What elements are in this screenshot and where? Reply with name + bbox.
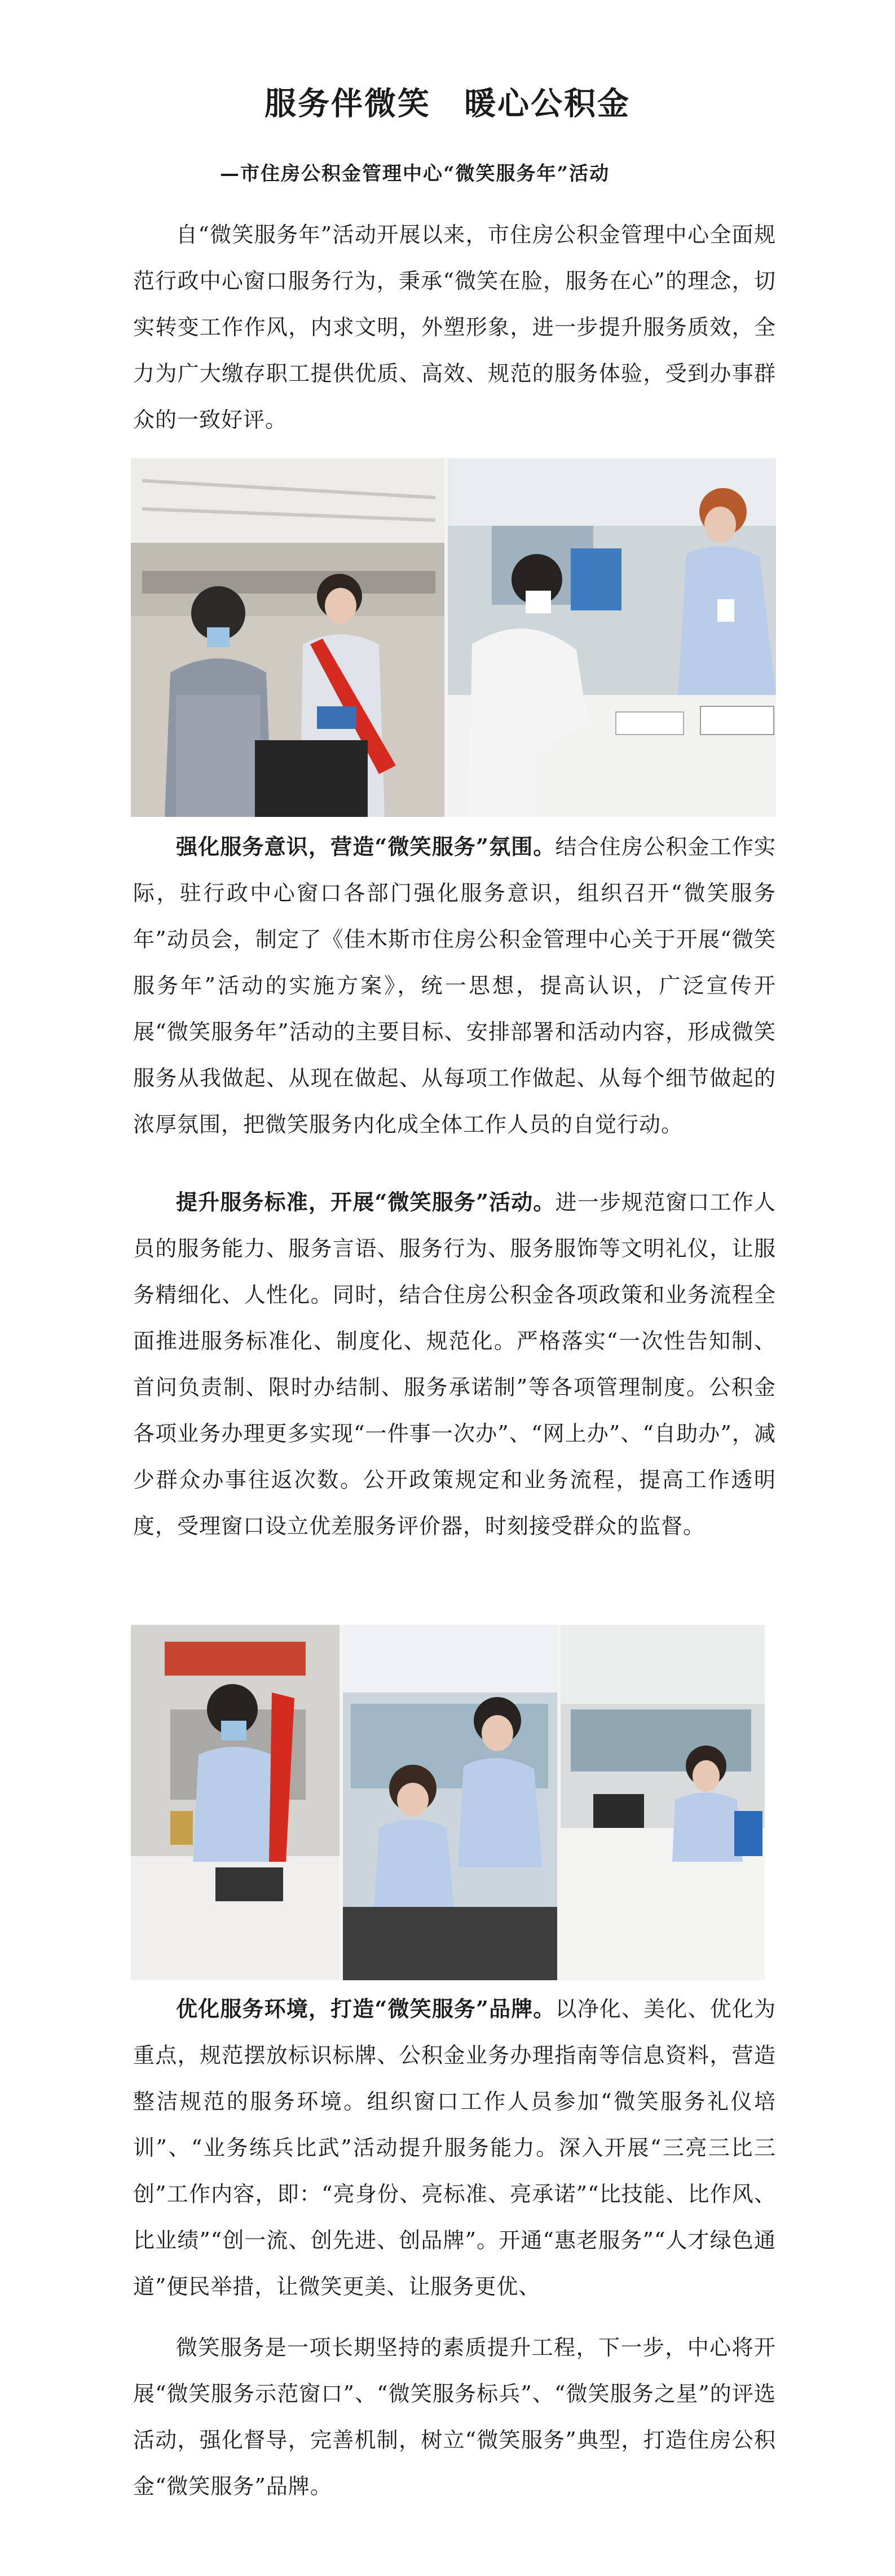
section2-paragraph <box>133 1179 776 1549</box>
section3-paragraph <box>133 1986 776 2310</box>
photo-window-service <box>131 458 776 817</box>
article-title: 服务伴微笑 暖心公积金 <box>264 86 631 122</box>
section3-body: 以净化、美化、优化为重点，规范摆放标识标牌、公积金业务办理指南等信息资料，营造整洁规范的服务环境。组织窗口工作人员参加“微笑服务礼仪培训”、“业务练兵比武”活动提升服务能力。深入开展“三亮三比三创”工作内容，即：“亮身份、亮标准、亮承诺”“比技能、比作风、比业绩”“创一流、创先进、创品牌”。开通“惠老服务”“人才绿色通道”便民举措，让微笑更美、让服务更优、 <box>133 1997 776 2299</box>
closing-paragraph: 微笑服务是一项长期坚持的素质提升工程，下一步，中心将开展“微笑服务示范窗口”、“微笑服务标兵”、“微笑服务之星”的评选活动，强化督导，完善机制，树立“微笑服务”典型，打造住房公积金“微笑服务”品牌。 <box>133 2335 776 2499</box>
intro-paragraph: 自“微笑服务年”活动开展以来，市住房公积金管理中心全面规范行政中心窗口服务行为，秉承“微笑在脸，服务在心”的理念，切实转变工作作风，内求文明，外塑形象，进一步提升服务质效，全力为广大缴存职工提供优质、高效、规范的服务体验，受到办事群众的一致好评。 <box>133 222 776 432</box>
section2-body: 进一步规范窗口工作人员的服务能力、服务言语、服务行为、服务服饰等文明礼仪，让服务精细化、人性化。同时，结合住房公积金各项政策和业务流程全面推进服务标准化、制度化、规范化。严格落实“一次性告知制、首问负责制、限时办结制、服务承诺制”等各项管理制度。公积金各项业务办理更多实现“一件事一次办”、“网上办”、“自助办”，减少群众办事往返次数。公开政策规定和业务流程，提高工作透明度，受理窗口设立优差服务评价器，时刻接受群众的监督。 <box>133 1190 776 1538</box>
section2-heading: 提升服务标准，开展“微笑服务”活动。 <box>176 1189 555 1215</box>
photo-service-hall <box>131 1625 765 1980</box>
section1-heading: 强化服务意识，营造“微笑服务”氛围。 <box>176 834 555 859</box>
article-subtitle: —市住房公积金管理中心“微笑服务年”活动 <box>220 162 610 185</box>
section3-heading: 优化服务环境，打造“微笑服务”品牌。 <box>176 1996 555 2021</box>
section1-paragraph <box>133 824 776 1148</box>
section1-body: 结合住房公积金工作实际，驻行政中心窗口各部门强化服务意识，组织召开“微笑服务年”动员会，制定了《佳木斯市住房公积金管理中心关于开展“微笑服务年”活动的实施方案》，统一思想，提高认识，广泛宣传开展“微笑服务年”活动的主要目标、安排部署和活动内容，形成微笑服务从我做起、从现在做起、从每项工作做起、从每个细节做起的浓厚氛围，把微笑服务内化成全体工作人员的自觉行动。 <box>133 834 776 1137</box>
